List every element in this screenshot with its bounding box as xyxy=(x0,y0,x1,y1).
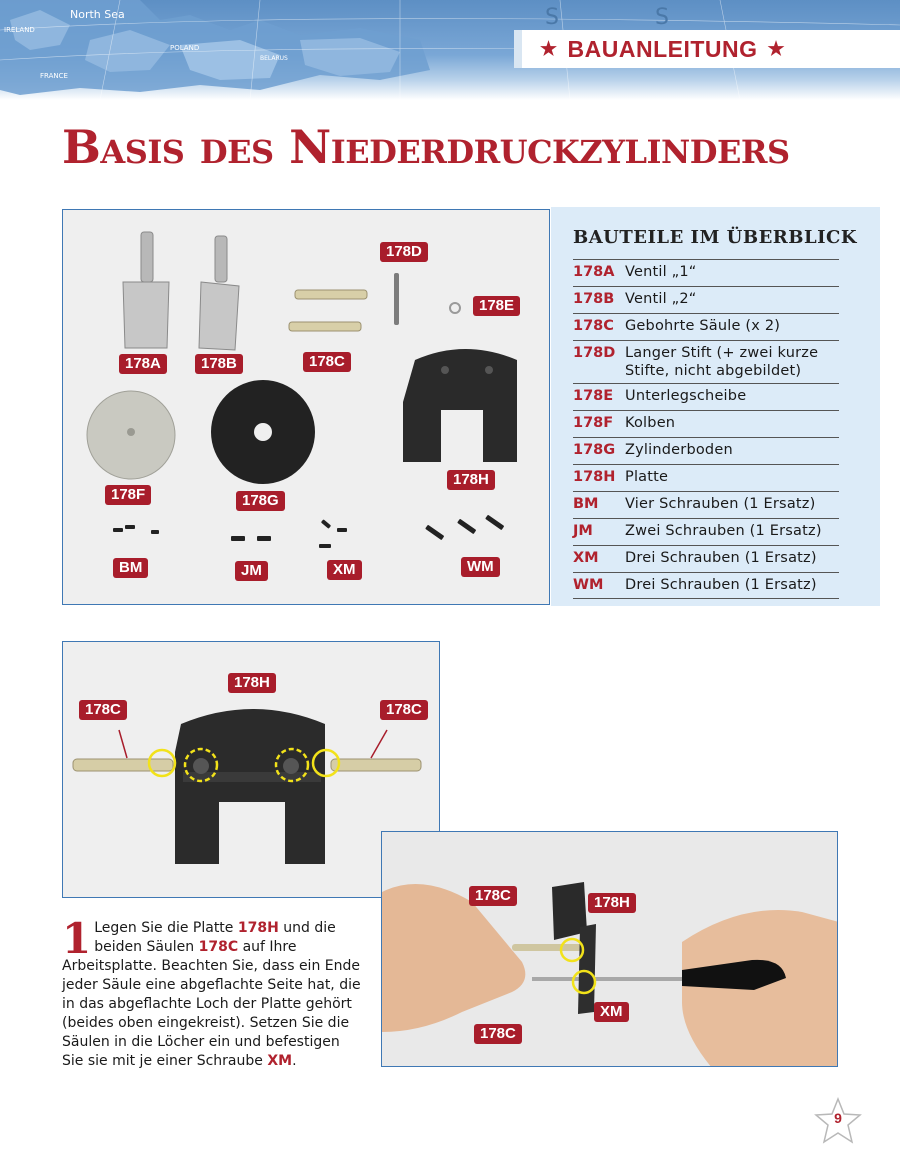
parts-photo xyxy=(62,209,550,605)
parts-overview-heading: BAUTEILE IM ÜBERBLICK xyxy=(573,227,858,248)
part-code: XM xyxy=(573,550,599,566)
label-178f: 178F xyxy=(105,485,151,505)
step-text: und die beiden Säulen xyxy=(94,920,336,955)
map-letter-s-1: S xyxy=(545,5,559,30)
label-jm: JM xyxy=(235,561,268,581)
part-description: Platte xyxy=(625,469,669,485)
section-tag xyxy=(514,30,900,68)
label-178c-right: 178C xyxy=(380,700,428,720)
assembly-photo xyxy=(381,831,838,1067)
label-178c: 178C xyxy=(303,352,351,372)
header-map-banner xyxy=(0,0,900,100)
map-label-france: FRANCE xyxy=(40,72,68,80)
part-row xyxy=(573,437,839,464)
part-description: Zwei Schrauben (1 Ersatz) xyxy=(625,523,822,539)
part-reference: 178C xyxy=(198,939,239,955)
step-1-text xyxy=(62,914,362,1071)
label-178h: 178H xyxy=(447,470,495,490)
part-row xyxy=(573,340,839,383)
part-description: Gebohrte Säule (x 2) xyxy=(625,318,781,334)
label-178c-left: 178C xyxy=(79,700,127,720)
step-text: auf Ihre Arbeitsplatte. Beachten Sie, dass ein Ende jeder Säule eine abgeflachte Seite hat, die in das abgeflachte Loch der Platte gehört (beides oben eingekreist). Setzen Sie die Säulen in die Löcher ein und befestigen Sie sie mit je einer Schraube xyxy=(62,939,361,1069)
label-bm: BM xyxy=(113,558,148,578)
part-row xyxy=(573,464,839,491)
part-code: BM xyxy=(573,496,599,512)
part-code: 178E xyxy=(573,388,614,404)
part-code: JM xyxy=(573,523,593,539)
label-178h: 178H xyxy=(228,673,276,693)
label-178b: 178B xyxy=(195,354,243,374)
part-description: Vier Schrauben (1 Ersatz) xyxy=(625,496,816,512)
part-code: 178A xyxy=(573,264,615,280)
label-178e: 178E xyxy=(473,296,520,316)
part-code: WM xyxy=(573,577,604,593)
part-description: Drei Schrauben (1 Ersatz) xyxy=(625,577,817,593)
label-178c-bottom: 178C xyxy=(474,1024,522,1044)
step-text: . xyxy=(292,1053,297,1069)
part-row xyxy=(573,545,839,572)
part-code: 178D xyxy=(573,345,616,361)
label-xm: XM xyxy=(327,560,362,580)
map-label-ireland: IRELAND xyxy=(4,26,35,34)
map-label-poland: POLAND xyxy=(170,44,200,52)
label-178a: 178A xyxy=(119,354,167,374)
part-row xyxy=(573,410,839,437)
step-number: 1 xyxy=(62,914,92,963)
part-code: 178C xyxy=(573,318,614,334)
label-wm: WM xyxy=(461,557,500,577)
part-code: 178B xyxy=(573,291,615,307)
assembly-illustration xyxy=(382,832,838,1067)
map-letter-s-2: S xyxy=(655,5,669,30)
parts-overview xyxy=(551,207,880,606)
part-code: 178G xyxy=(573,442,616,458)
label-178h: 178H xyxy=(588,893,636,913)
part-reference: 178H xyxy=(237,920,279,936)
part-code: 178H xyxy=(573,469,616,485)
part-row xyxy=(573,313,839,340)
page-number: 9 xyxy=(834,1110,842,1126)
section-tag-label: BAUANLEITUNG xyxy=(567,35,758,62)
part-row xyxy=(573,572,839,599)
part-reference: XM xyxy=(267,1053,293,1069)
step-text: Legen Sie die Platte xyxy=(94,920,238,936)
part-description: Ventil „2“ xyxy=(625,291,697,307)
star-icon: ★ xyxy=(540,38,558,60)
part-row xyxy=(573,518,839,545)
part-row xyxy=(573,383,839,410)
parts-list xyxy=(573,259,839,599)
label-xm: XM xyxy=(594,1002,629,1022)
label-178d: 178D xyxy=(380,242,428,262)
map-label-belarus: BELARUS xyxy=(260,55,288,62)
part-row xyxy=(573,286,839,313)
part-code: 178F xyxy=(573,415,614,431)
label-178c-top: 178C xyxy=(469,886,517,906)
part-description: Drei Schrauben (1 Ersatz) xyxy=(625,550,817,566)
star-icon: ★ xyxy=(767,38,786,60)
part-row xyxy=(573,491,839,518)
part-description: Kolben xyxy=(625,415,676,431)
label-178g: 178G xyxy=(236,491,285,511)
page-title: Basis des Niederdruckzylinders xyxy=(62,120,790,174)
part-description: Zylinderboden xyxy=(625,442,733,458)
part-description: Langer Stift (+ zwei kurze Stifte, nicht abgebildet) xyxy=(625,345,819,379)
part-row xyxy=(573,259,839,286)
parts-illustration xyxy=(63,210,550,605)
part-description: Unterlegscheibe xyxy=(625,388,747,404)
part-description: Ventil „1“ xyxy=(625,264,697,280)
map-label-north-sea: North Sea xyxy=(70,8,125,21)
